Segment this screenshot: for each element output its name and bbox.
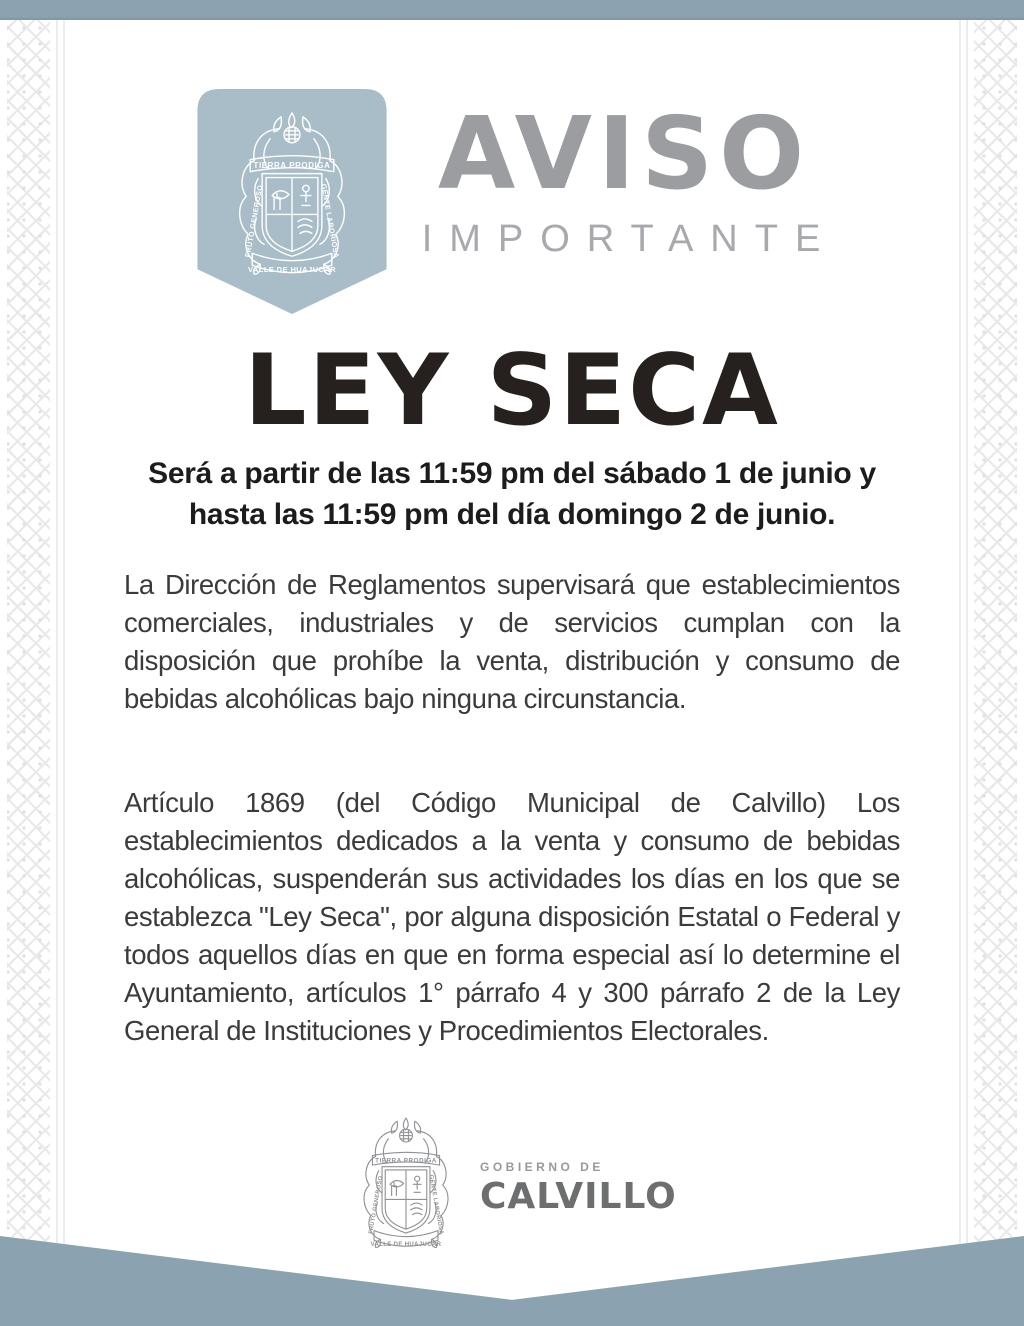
page-title: LEY SECA <box>244 334 780 448</box>
paragraph-supervision: La Dirección de Reglamentos supervisará que establecimientos comerciales, industriales y de servicios cumplan con la disposición que prohíbe la venta, distribución y consumo de bebidas alcohólicas bajo ninguna circunstancia. <box>124 569 900 714</box>
paragraph-article-1869: Artículo 1869 (del Código Municipal de Calvillo) Los establecimientos dedicados a la venta y consumo de bebidas alcohólicas, suspenderán sus actividades los días en los que se establezca "Ley Seca", por alguna disposición Estatal o Federal y todos aquellos días en que en forma especial así lo determine el Ayuntamiento, artículos 1° párrafo 4 y 300 párrafo 2 de la Ley General de Instituciones y Procedimientos Electorales. <box>124 787 900 1046</box>
right-decorative-border <box>952 20 1024 1326</box>
dates-line2: hasta las 11:59 pm del día domingo 2 de junio. <box>188 498 836 531</box>
coat-of-arms-gray <box>364 1118 448 1248</box>
left-decorative-border <box>0 20 72 1326</box>
government-logo-text <box>480 1114 677 1261</box>
kicker-line2: IMPORTANTE <box>421 218 838 260</box>
government-logo <box>342 1114 677 1261</box>
kicker-line1: AVISO <box>437 95 811 212</box>
top-accent-bar <box>0 0 1024 20</box>
notice-dates <box>124 453 900 535</box>
logo-city-name: CALVILLO <box>480 1176 677 1217</box>
dates-line1: Será a partir de las 11:59 pm del sábado 1 de junio y <box>148 457 876 490</box>
calvillo-coat-of-arms-icon <box>342 1114 470 1261</box>
logo-org-line: GOBIERNO DE <box>480 1160 604 1174</box>
